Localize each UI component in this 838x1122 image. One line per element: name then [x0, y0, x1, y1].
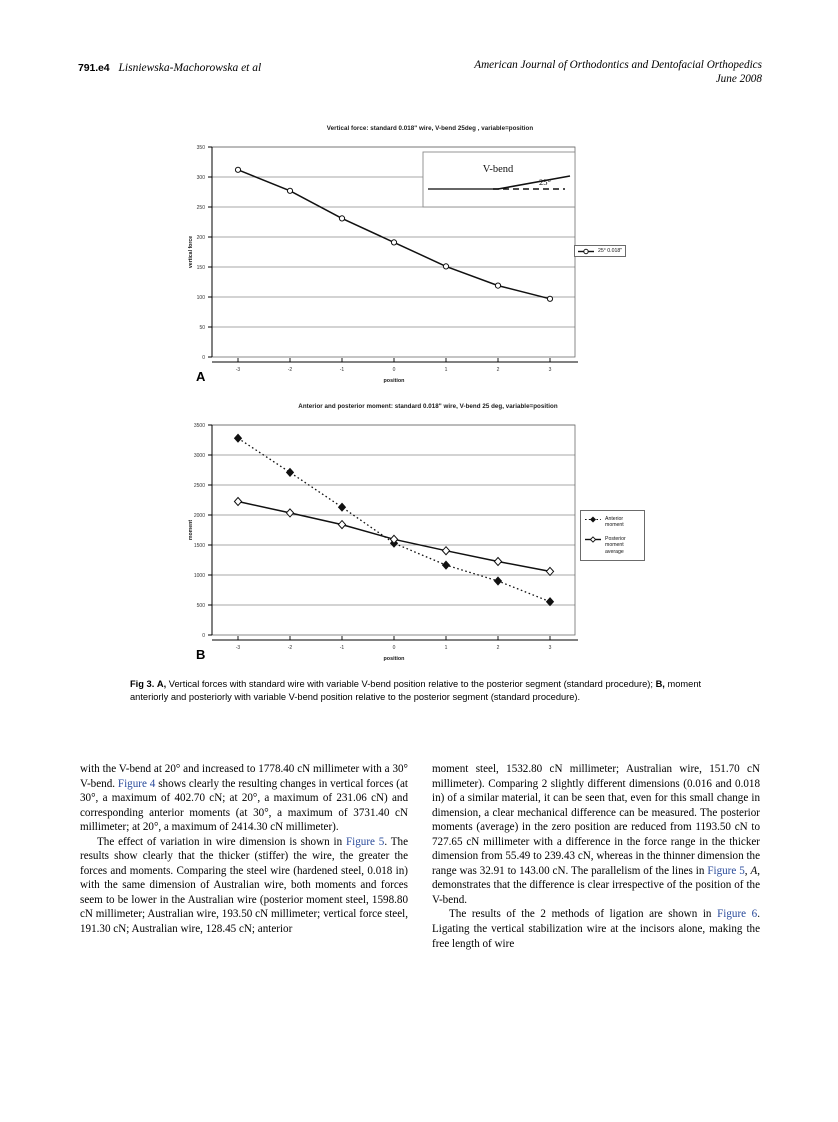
svg-text:500: 500 [196, 603, 205, 609]
svg-text:2500: 2500 [193, 483, 205, 489]
panel-label-b: B [196, 647, 206, 662]
svg-text:-1: -1 [339, 645, 345, 651]
svg-text:1: 1 [444, 367, 448, 373]
chart-b-legend [580, 510, 645, 561]
chart-b-ylabel: moment [188, 519, 194, 541]
chart-a-container [78, 122, 762, 390]
page-folio: 791.e4 [78, 62, 110, 74]
chart-b-legend-label-anterior: Anterior moment [605, 516, 624, 529]
chart-b-legend-item-anterior [584, 516, 642, 529]
body-column-right [432, 762, 760, 951]
cross-reference[interactable]: Figure 6 [717, 908, 758, 921]
chart-a-plot [78, 122, 762, 395]
svg-text:-2: -2 [287, 367, 293, 373]
chart-b-y-axis [208, 425, 212, 635]
chart-b-xlabel: position [383, 656, 405, 662]
chart-a-legend-label: 25° 0.018" [598, 247, 623, 254]
svg-text:200: 200 [196, 235, 205, 241]
svg-text:350: 350 [196, 145, 205, 151]
svg-text:1: 1 [444, 645, 448, 651]
chart-b-x-ticklabels [236, 645, 552, 651]
cross-reference[interactable]: Figure 5 [707, 864, 745, 877]
panel-label-a: A [196, 369, 206, 384]
chart-a-legend [574, 245, 626, 257]
chart-b-series-anterior-line [238, 438, 550, 602]
running-head [78, 58, 762, 98]
svg-text:100: 100 [196, 295, 205, 301]
chart-b-legend-label-posterior: Posterior moment average [605, 535, 626, 555]
svg-text:0: 0 [392, 645, 396, 651]
chart-a-x-ticklabels [236, 367, 552, 373]
svg-text:-2: -2 [287, 645, 293, 651]
v-bend-inset-label: V-bend [482, 164, 514, 175]
svg-text:2: 2 [496, 645, 500, 651]
svg-text:0: 0 [202, 633, 205, 639]
caption-panel-a-letter: A, [156, 679, 167, 689]
chart-a-title: Vertical force: standard 0.018" wire, V-bend 25deg , variable=position [326, 125, 534, 132]
cross-reference[interactable]: Figure 4 [117, 777, 156, 790]
chart-a-y-axis [208, 147, 212, 357]
caption-panel-a-text: Vertical forces with standard wire with variable V-bend position relative to the posterior segment (standard procedure); [168, 679, 653, 689]
issue-date: June 2008 [715, 73, 762, 85]
chart-a-xlabel: position [383, 378, 405, 384]
chart-b-svg [78, 400, 762, 668]
body-column-left [80, 762, 408, 937]
caption-panel-b-letter: B, [655, 679, 665, 689]
legend-key-open-diamond-solid [584, 536, 602, 543]
running-head-right [474, 58, 762, 86]
svg-text:3: 3 [548, 367, 552, 373]
journal-title: American Journal of Orthodontics and Dentofacial Orthopedics [474, 59, 762, 71]
body-paragraph: moment steel, 1532.80 cN millimeter; Australian wire, 151.70 cN millimeter). Comparing 2 slightly different dimensions (0.016 and 0.018 in) of a similar material, it can be seen that, even for this small change in dimension, a clear mechanical difference can be measured. The posterior moments (average) in the zero position are reduced from 1193.50 cN to 727.65 cN millimeter with a difference in the force range in the thicker dimension from 55.49 to 239.43 cN, whereas in the thinner dimension the range was 32.91 to 143.00 cN. The parallelism of the lines in Figure 5, A, demonstrates that the difference is clear irrespective of the position of the V-bend. [432, 763, 760, 906]
chart-b-x-axis [212, 636, 578, 640]
chart-b-gridlines [212, 425, 575, 605]
svg-text:3500: 3500 [193, 423, 205, 429]
v-bend-inset [423, 152, 575, 207]
svg-text:0: 0 [392, 367, 396, 373]
cross-reference[interactable]: Figure 5 [345, 835, 385, 848]
chart-a-ylabel: vertical force [188, 235, 194, 269]
svg-text:3000: 3000 [193, 453, 205, 459]
legend-key-filled-diamond-dotted [584, 516, 602, 523]
svg-text:2: 2 [496, 367, 500, 373]
svg-text:3: 3 [548, 645, 552, 651]
body-paragraph: The effect of variation in wire dimension is shown in Figure 5. The results show clearly that the thicker (stiffer) the wire, the greater the forces and moments. Comparing the steel wire (hardened steel, 0.018 in) with the same dimension of Australian wire, both moments and forces seem to be lower in the Australian wire (posterior moment steel, 1598.80 cN millimeter; Australian wire, 193.50 cN millimeter; vertical force steel, 191.30 cN; Australian wire, 128.45 cN; anterior [80, 835, 408, 936]
caption-figure-number: Fig 3. [130, 679, 155, 689]
body-paragraph: with the V-bend at 20° and increased to 1778.40 cN millimeter with a 30° V-bend. Figure 4 shows clearly the resulting changes in vertical forces (at 30°, a maximum of 402.70 cN; at 20°, a maximum of 231.06 cN) and corresponding anterior moments (at 30°, a maximum of 3731.40 cN millimeter; at 20°, a maximum of 2414.30 cN millimeter). [80, 763, 408, 834]
chart-a-legend-item [577, 248, 622, 255]
figure-caption [130, 678, 710, 704]
chart-a-svg [78, 122, 762, 390]
svg-text:50: 50 [199, 325, 205, 331]
svg-text:-3: -3 [235, 367, 241, 373]
chart-a-x-axis [212, 358, 578, 362]
chart-a-y-ticklabels [197, 145, 206, 361]
running-head-left [78, 58, 261, 76]
caption-panel-b-text: moment anteriorly and posteriorly with variable V-bend position relative to the posterior segment (standard procedure). [130, 679, 702, 703]
svg-text:2000: 2000 [193, 513, 205, 519]
svg-text:250: 250 [196, 205, 205, 211]
legend-key-open-circle-solid [577, 248, 595, 255]
chart-b-anterior-points [234, 434, 553, 606]
chart-b-container [78, 400, 762, 668]
body-paragraph: The results of the 2 methods of ligation are shown in Figure 6. Ligating the vertical stabilization wire at the incisors alone, making the free length of wire [432, 908, 760, 950]
svg-text:-3: -3 [235, 645, 241, 651]
chart-b-legend-item-posterior [584, 536, 642, 555]
figure-3 [78, 122, 762, 668]
svg-text:1500: 1500 [193, 543, 205, 549]
svg-text:1000: 1000 [193, 573, 205, 579]
body-text [80, 762, 760, 1062]
v-bend-angle-label: 25° [539, 177, 551, 187]
chart-b-y-ticklabels [194, 423, 205, 639]
svg-text:0: 0 [202, 355, 205, 361]
svg-text:150: 150 [196, 265, 205, 271]
svg-text:300: 300 [196, 175, 205, 181]
chart-b-plot [78, 400, 762, 673]
chart-b-title: Anterior and posterior moment: standard 0.018" wire, V-bend 25 deg, variable=position [298, 403, 558, 410]
svg-text:-1: -1 [339, 367, 345, 373]
running-head-authors: Lisniewska-Machorowska et al [118, 62, 262, 74]
